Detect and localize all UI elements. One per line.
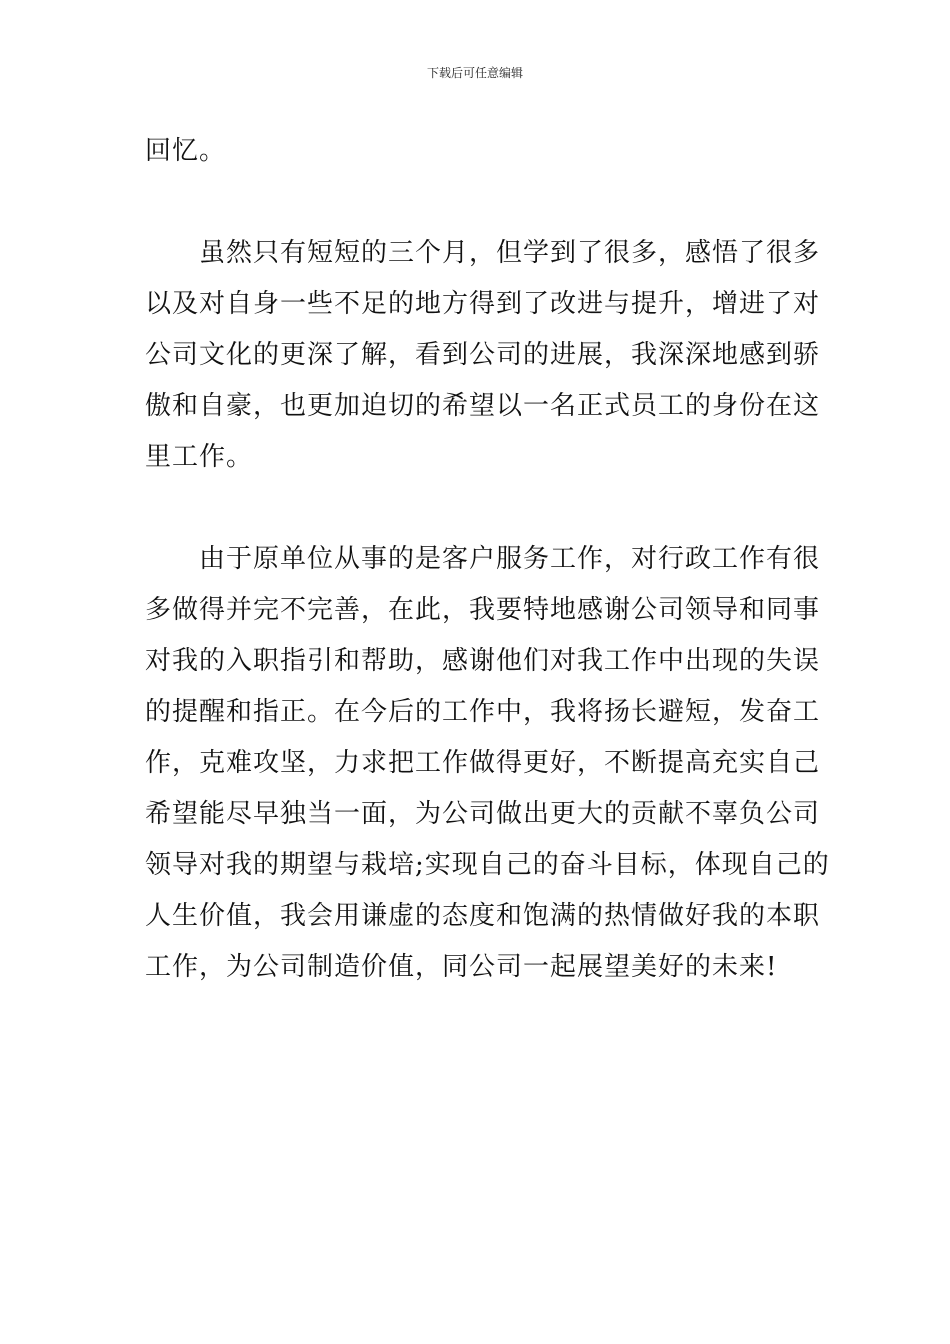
paragraph-line: 的提醒和指正。在今后的工作中，我将扬长避短，发奋工: [145, 697, 821, 727]
paragraph-line: 作，克难攻坚，力求把工作做得更好，不断提高充实自己: [145, 748, 821, 778]
paragraph-line: 回忆。: [145, 136, 227, 166]
paragraph-gap: [145, 483, 809, 534]
paragraph-line: 虽然只有短短的三个月，但学到了很多，感悟了很多: [199, 238, 821, 268]
paragraph-line: 希望能尽早独当一面，为公司做出更大的贡献不辜负公司: [145, 799, 821, 829]
paragraph-line: 多做得并完不完善，在此，我要特地感谢公司领导和同事: [145, 595, 821, 625]
paragraph: [145, 126, 809, 177]
document-body: [145, 126, 830, 993]
paragraph: [145, 534, 830, 993]
paragraph-line: 以及对自身一些不足的地方得到了改进与提升，增进了对: [145, 289, 821, 319]
paragraph-line: 人生价值，我会用谦虚的态度和饱满的热情做好我的本职: [145, 901, 821, 931]
paragraph-line: 对我的入职指引和帮助，感谢他们对我工作中出现的失误: [145, 646, 821, 676]
paragraph-gap: [145, 177, 809, 228]
paragraph-line: 公司文化的更深了解，看到公司的进展，我深深地感到骄: [145, 340, 821, 370]
paragraph-line: 工作，为公司制造价值，同公司一起展望美好的未来!: [145, 952, 778, 982]
paragraph: [145, 228, 821, 483]
paragraph-line: 由于原单位从事的是客户服务工作，对行政工作有很: [199, 544, 821, 574]
paragraph-line: 领导对我的期望与栽培;实现自己的奋斗目标，体现自己的: [145, 850, 830, 880]
paragraph-line: 傲和自豪，也更加迫切的希望以一名正式员工的身份在这: [145, 391, 821, 421]
page-header: 下载后可任意编辑: [426, 66, 523, 80]
paragraph-line: 里工作。: [145, 442, 254, 472]
